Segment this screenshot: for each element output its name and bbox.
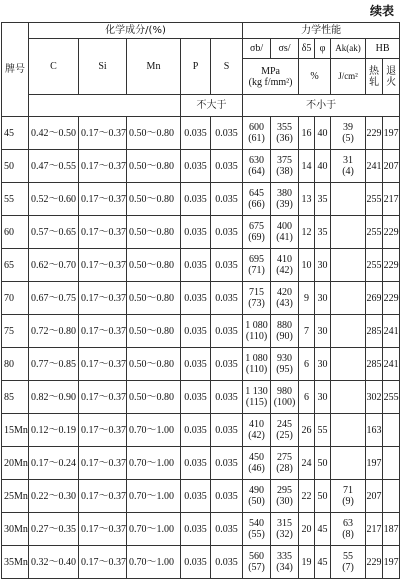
- c-cell: 0.52～0.60: [29, 183, 79, 216]
- grade-header: 牌号: [2, 23, 29, 117]
- ak-kgf: (8): [342, 529, 354, 540]
- sigma-s-cell: [271, 216, 299, 249]
- hot-rolled-cell: 285: [366, 315, 383, 348]
- phi-cell: 35: [315, 216, 331, 249]
- annealed-cell: 229: [383, 249, 400, 282]
- p-cell: 0.035: [181, 315, 211, 348]
- phi-cell: 45: [315, 513, 331, 546]
- sigma-b-header: σb/: [243, 39, 271, 59]
- c-cell: 0.82～0.90: [29, 381, 79, 414]
- phi-cell: 50: [315, 480, 331, 513]
- hot-rolled-cell: 255: [366, 249, 383, 282]
- sigma-b-cell-value: 675: [249, 221, 265, 232]
- p-cell: 0.035: [181, 150, 211, 183]
- sigma-b-cell-kgf: (64): [248, 166, 265, 177]
- delta5-cell: 6: [299, 348, 315, 381]
- steel-properties-table: [1, 22, 400, 579]
- sigma-b-cell-kgf: (55): [248, 529, 265, 540]
- s-cell: 0.035: [211, 381, 243, 414]
- not-less-label: 不小于: [243, 95, 400, 117]
- phi-cell: 55: [315, 414, 331, 447]
- annealed-cell: 229: [383, 216, 400, 249]
- ak-cell: [331, 117, 366, 150]
- c-cell: 0.47～0.55: [29, 150, 79, 183]
- sigma-b-cell: [243, 447, 271, 480]
- s-cell: 0.035: [211, 150, 243, 183]
- sigma-s-cell-value: 275: [277, 452, 293, 463]
- continued-label: 续表: [369, 4, 394, 18]
- ak-cell: [331, 216, 366, 249]
- table-row: [2, 282, 400, 315]
- sigma-b-cell-kgf: (110): [245, 364, 268, 375]
- phi-cell: 30: [315, 315, 331, 348]
- grade-cell: 45: [2, 117, 29, 150]
- ak-cell: [331, 150, 366, 183]
- si-cell: 0.17～0.37: [79, 282, 127, 315]
- mechanical-properties-header: 力学性能: [243, 23, 400, 39]
- phi-cell: 45: [315, 546, 331, 579]
- sigma-s-cell-value: 375: [277, 155, 293, 166]
- ak-value: 71: [343, 485, 354, 496]
- mn-cell: 0.50～0.80: [127, 381, 181, 414]
- sigma-b-cell-value: 630: [249, 155, 265, 166]
- annealed-cell: 197: [383, 546, 400, 579]
- ak-kgf: (4): [342, 166, 354, 177]
- delta5-cell: 13: [299, 183, 315, 216]
- p-cell: 0.035: [181, 381, 211, 414]
- ak-cell: [331, 348, 366, 381]
- hb-header: HB: [366, 39, 400, 59]
- phi-cell: 30: [315, 381, 331, 414]
- phi-cell: 30: [315, 249, 331, 282]
- sigma-s-header: σs/: [271, 39, 299, 59]
- sigma-s-cell-kgf: (38): [276, 166, 293, 177]
- annealed-cell: 217: [383, 183, 400, 216]
- sigma-s-cell: [271, 480, 299, 513]
- mn-cell: 0.50～0.80: [127, 216, 181, 249]
- sigma-s-cell: [271, 513, 299, 546]
- sigma-s-cell-kgf: (28): [276, 463, 293, 474]
- c-cell: 0.17～0.24: [29, 447, 79, 480]
- p-cell: 0.035: [181, 480, 211, 513]
- sigma-b-cell-kgf: (57): [248, 562, 265, 573]
- delta5-header: δ5: [299, 39, 315, 59]
- s-cell: 0.035: [211, 513, 243, 546]
- sigma-s-cell-kgf: (36): [276, 133, 293, 144]
- table-row: [2, 216, 400, 249]
- ak-cell: [331, 315, 366, 348]
- delta5-cell: 10: [299, 249, 315, 282]
- sigma-b-cell-value: 450: [249, 452, 265, 463]
- sigma-b-cell: [243, 315, 271, 348]
- table-row: [2, 546, 400, 579]
- ak-cell: [331, 282, 366, 315]
- sigma-b-cell-kgf: (115): [245, 397, 268, 408]
- sigma-b-cell-kgf: (50): [248, 496, 265, 507]
- phi-cell: 40: [315, 150, 331, 183]
- si-cell: 0.17～0.37: [79, 183, 127, 216]
- si-cell: 0.17～0.37: [79, 480, 127, 513]
- p-cell: 0.035: [181, 348, 211, 381]
- table-row: [2, 117, 400, 150]
- mn-header: Mn: [127, 39, 181, 95]
- annealed-cell: 255: [383, 381, 400, 414]
- table-row: [2, 150, 400, 183]
- ak-kgf: (9): [342, 496, 354, 507]
- p-cell: 0.035: [181, 414, 211, 447]
- p-cell: 0.035: [181, 282, 211, 315]
- s-cell: 0.035: [211, 249, 243, 282]
- sigma-b-cell: [243, 348, 271, 381]
- sigma-s-cell-value: 930: [277, 353, 293, 364]
- si-cell: 0.17～0.37: [79, 315, 127, 348]
- sigma-s-cell-kgf: (34): [276, 562, 293, 573]
- annealed-header: 退 火: [383, 59, 400, 95]
- delta5-cell: 6: [299, 381, 315, 414]
- s-cell: 0.035: [211, 480, 243, 513]
- hot-rolled-cell: 285: [366, 348, 383, 381]
- s-cell: 0.035: [211, 216, 243, 249]
- sigma-b-cell-value: 540: [249, 518, 265, 529]
- hot-rolled-cell: 207: [366, 480, 383, 513]
- sigma-b-cell: [243, 117, 271, 150]
- sigma-b-cell-value: 695: [249, 254, 265, 265]
- sigma-s-cell: [271, 447, 299, 480]
- si-cell: 0.17～0.37: [79, 381, 127, 414]
- phi-cell: 30: [315, 282, 331, 315]
- sigma-b-cell-value: 1 080: [245, 353, 268, 364]
- sigma-s-cell: [271, 348, 299, 381]
- hot-rolled-cell: 163: [366, 414, 383, 447]
- sigma-s-cell-kgf: (30): [276, 496, 293, 507]
- mn-cell: 0.50～0.80: [127, 348, 181, 381]
- si-cell: 0.17～0.37: [79, 249, 127, 282]
- grade-cell: 85: [2, 381, 29, 414]
- phi-cell: 30: [315, 348, 331, 381]
- grade-cell: 35Mn: [2, 546, 29, 579]
- table-row: [2, 447, 400, 480]
- s-cell: 0.035: [211, 447, 243, 480]
- sigma-b-cell: [243, 150, 271, 183]
- grade-cell: 30Mn: [2, 513, 29, 546]
- not-greater-label: 不大于: [181, 95, 243, 117]
- ak-value: 31: [343, 155, 354, 166]
- sigma-b-cell-kgf: (110): [245, 331, 268, 342]
- ak-cell: [331, 381, 366, 414]
- sigma-b-cell-kgf: (42): [248, 430, 265, 441]
- hot-rolled-cell: 255: [366, 216, 383, 249]
- sigma-s-cell-value: 355: [277, 122, 293, 133]
- sigma-s-cell-kgf: (41): [276, 232, 293, 243]
- sigma-s-cell: [271, 249, 299, 282]
- units-mpa: [243, 59, 299, 95]
- annealed-cell: [383, 414, 400, 447]
- table-row: [2, 381, 400, 414]
- delta5-cell: 12: [299, 216, 315, 249]
- c-cell: 0.22～0.30: [29, 480, 79, 513]
- mn-cell: 0.50～0.80: [127, 117, 181, 150]
- si-cell: 0.17～0.37: [79, 117, 127, 150]
- sigma-b-cell-value: 715: [249, 287, 265, 298]
- sigma-b-cell-kgf: (61): [248, 133, 265, 144]
- hot-rolled-cell: 302: [366, 381, 383, 414]
- ak-cell: [331, 183, 366, 216]
- sigma-s-cell-kgf: (100): [273, 397, 296, 408]
- sigma-s-cell-kgf: (25): [276, 430, 293, 441]
- table-row: [2, 480, 400, 513]
- hot-rolled-cell: 229: [366, 546, 383, 579]
- c-cell: 0.57～0.65: [29, 216, 79, 249]
- ak-cell: [331, 546, 366, 579]
- annealed-cell: 207: [383, 150, 400, 183]
- sigma-b-cell-kgf: (71): [248, 265, 265, 276]
- grade-cell: 50: [2, 150, 29, 183]
- mn-cell: 0.70～1.00: [127, 546, 181, 579]
- ak-cell: [331, 480, 366, 513]
- sigma-s-cell-value: 380: [277, 188, 293, 199]
- sigma-b-cell-kgf: (66): [248, 199, 265, 210]
- phi-cell: 50: [315, 447, 331, 480]
- ak-cell: [331, 414, 366, 447]
- mn-cell: 0.70～1.00: [127, 513, 181, 546]
- s-cell: 0.035: [211, 546, 243, 579]
- sigma-b-cell-value: 490: [249, 485, 265, 496]
- annealed-cell: 229: [383, 282, 400, 315]
- annealed-cell: 187: [383, 513, 400, 546]
- hot-rolled-cell: 255: [366, 183, 383, 216]
- s-cell: 0.035: [211, 315, 243, 348]
- grade-cell: 60: [2, 216, 29, 249]
- mn-cell: 0.50～0.80: [127, 183, 181, 216]
- si-cell: 0.17～0.37: [79, 414, 127, 447]
- sigma-s-cell: [271, 414, 299, 447]
- sigma-s-cell: [271, 150, 299, 183]
- mn-cell: 0.70～1.00: [127, 447, 181, 480]
- sigma-b-cell: [243, 381, 271, 414]
- si-cell: 0.17～0.37: [79, 546, 127, 579]
- p-cell: 0.035: [181, 513, 211, 546]
- sigma-s-cell-value: 335: [277, 551, 293, 562]
- p-cell: 0.035: [181, 249, 211, 282]
- sigma-b-cell: [243, 282, 271, 315]
- ak-cell: [331, 249, 366, 282]
- ak-kgf: (5): [342, 133, 354, 144]
- sigma-b-cell-kgf: (46): [248, 463, 265, 474]
- sigma-s-cell-value: 295: [277, 485, 293, 496]
- grade-cell: 55: [2, 183, 29, 216]
- sigma-s-cell-kgf: (95): [276, 364, 293, 375]
- hot-rolled-cell: 197: [366, 447, 383, 480]
- s-cell: 0.035: [211, 117, 243, 150]
- sigma-b-cell: [243, 546, 271, 579]
- ak-kgf: (7): [342, 562, 354, 573]
- annealed-cell: 241: [383, 348, 400, 381]
- sigma-b-cell-value: 560: [249, 551, 265, 562]
- c-cell: 0.42～0.50: [29, 117, 79, 150]
- hot-rolled-cell: 269: [366, 282, 383, 315]
- sigma-s-cell-value: 980: [277, 386, 293, 397]
- sigma-s-cell-value: 315: [277, 518, 293, 529]
- sigma-s-cell: [271, 315, 299, 348]
- delta5-cell: 9: [299, 282, 315, 315]
- delta5-cell: 19: [299, 546, 315, 579]
- ak-value: 55: [343, 551, 354, 562]
- mn-cell: 0.70～1.00: [127, 414, 181, 447]
- phi-header: φ: [315, 39, 331, 59]
- si-cell: 0.17～0.37: [79, 150, 127, 183]
- sigma-b-cell: [243, 414, 271, 447]
- p-cell: 0.035: [181, 546, 211, 579]
- annealed-cell: [383, 480, 400, 513]
- p-header: P: [181, 39, 211, 95]
- chemical-composition-header: 化学成分/(%): [29, 23, 243, 39]
- sigma-b-cell-kgf: (73): [248, 298, 265, 309]
- units-jcm2: J/cm²: [331, 59, 366, 95]
- delta5-cell: 14: [299, 150, 315, 183]
- s-cell: 0.035: [211, 414, 243, 447]
- sigma-s-cell-kgf: (32): [276, 529, 293, 540]
- table-row: [2, 513, 400, 546]
- annealed-cell: [383, 447, 400, 480]
- sigma-s-cell: [271, 546, 299, 579]
- sigma-s-cell-kgf: (42): [276, 265, 293, 276]
- grade-cell: 75: [2, 315, 29, 348]
- sigma-b-cell-kgf: (69): [248, 232, 265, 243]
- table-row: [2, 414, 400, 447]
- mn-cell: 0.50～0.80: [127, 315, 181, 348]
- grade-cell: 70: [2, 282, 29, 315]
- sigma-b-cell-value: 1 080: [245, 320, 268, 331]
- c-cell: 0.77～0.85: [29, 348, 79, 381]
- grade-cell: 65: [2, 249, 29, 282]
- s-header: S: [211, 39, 243, 95]
- header-spacer: [29, 95, 181, 117]
- sigma-s-cell-kgf: (43): [276, 298, 293, 309]
- hot-rolled-header: 热 轧: [366, 59, 383, 95]
- sigma-b-cell: [243, 216, 271, 249]
- grade-cell: 15Mn: [2, 414, 29, 447]
- delta5-cell: 20: [299, 513, 315, 546]
- c-header: C: [29, 39, 79, 95]
- sigma-s-cell-value: 245: [277, 419, 293, 430]
- grade-cell: 20Mn: [2, 447, 29, 480]
- p-cell: 0.035: [181, 183, 211, 216]
- mpa-label: MPa: [261, 65, 280, 77]
- table-row: [2, 348, 400, 381]
- sigma-b-cell-value: 1 130: [245, 386, 268, 397]
- hot-rolled-cell: 217: [366, 513, 383, 546]
- mn-cell: 0.50～0.80: [127, 249, 181, 282]
- phi-cell: 35: [315, 183, 331, 216]
- delta5-cell: 24: [299, 447, 315, 480]
- delta5-cell: 22: [299, 480, 315, 513]
- sigma-b-cell: [243, 480, 271, 513]
- sigma-s-cell: [271, 381, 299, 414]
- mn-cell: 0.50～0.80: [127, 282, 181, 315]
- si-cell: 0.17～0.37: [79, 348, 127, 381]
- phi-cell: 40: [315, 117, 331, 150]
- mn-cell: 0.70～1.00: [127, 480, 181, 513]
- sigma-s-cell-value: 410: [277, 254, 293, 265]
- ak-header: Ak(ak): [331, 39, 366, 59]
- s-cell: 0.035: [211, 183, 243, 216]
- mn-cell: 0.50～0.80: [127, 150, 181, 183]
- grade-cell: 80: [2, 348, 29, 381]
- c-cell: 0.27～0.35: [29, 513, 79, 546]
- hot-rolled-cell: 229: [366, 117, 383, 150]
- sigma-s-cell: [271, 117, 299, 150]
- delta5-cell: 7: [299, 315, 315, 348]
- sigma-b-cell-value: 645: [249, 188, 265, 199]
- table-row: [2, 249, 400, 282]
- annealed-cell: 241: [383, 315, 400, 348]
- sigma-s-cell-kgf: (90): [276, 331, 293, 342]
- p-cell: 0.035: [181, 117, 211, 150]
- sigma-b-cell-value: 600: [249, 122, 265, 133]
- si-header: Si: [79, 39, 127, 95]
- c-cell: 0.32～0.40: [29, 546, 79, 579]
- p-cell: 0.035: [181, 216, 211, 249]
- ak-cell: [331, 513, 366, 546]
- sigma-s-cell: [271, 282, 299, 315]
- s-cell: 0.035: [211, 282, 243, 315]
- p-cell: 0.035: [181, 447, 211, 480]
- sigma-b-cell-value: 410: [249, 419, 265, 430]
- c-cell: 0.72～0.80: [29, 315, 79, 348]
- ak-value: 39: [343, 122, 354, 133]
- c-cell: 0.12～0.19: [29, 414, 79, 447]
- sigma-s-cell-value: 400: [277, 221, 293, 232]
- units-percent: %: [299, 59, 331, 95]
- s-cell: 0.035: [211, 348, 243, 381]
- table-row: [2, 315, 400, 348]
- c-cell: 0.67～0.75: [29, 282, 79, 315]
- table-row: [2, 183, 400, 216]
- sigma-s-cell-value: 880: [277, 320, 293, 331]
- kgf-label: (kg f/mm²): [248, 76, 293, 88]
- c-cell: 0.62～0.70: [29, 249, 79, 282]
- sigma-s-cell-kgf: (39): [276, 199, 293, 210]
- sigma-b-cell: [243, 249, 271, 282]
- delta5-cell: 26: [299, 414, 315, 447]
- si-cell: 0.17～0.37: [79, 216, 127, 249]
- si-cell: 0.17～0.37: [79, 513, 127, 546]
- delta5-cell: 16: [299, 117, 315, 150]
- sigma-s-cell-value: 420: [277, 287, 293, 298]
- grade-cell: 25Mn: [2, 480, 29, 513]
- ak-cell: [331, 447, 366, 480]
- sigma-b-cell: [243, 183, 271, 216]
- si-cell: 0.17～0.37: [79, 447, 127, 480]
- sigma-b-cell: [243, 513, 271, 546]
- ak-value: 63: [343, 518, 354, 529]
- annealed-cell: 197: [383, 117, 400, 150]
- sigma-s-cell: [271, 183, 299, 216]
- hot-rolled-cell: 241: [366, 150, 383, 183]
